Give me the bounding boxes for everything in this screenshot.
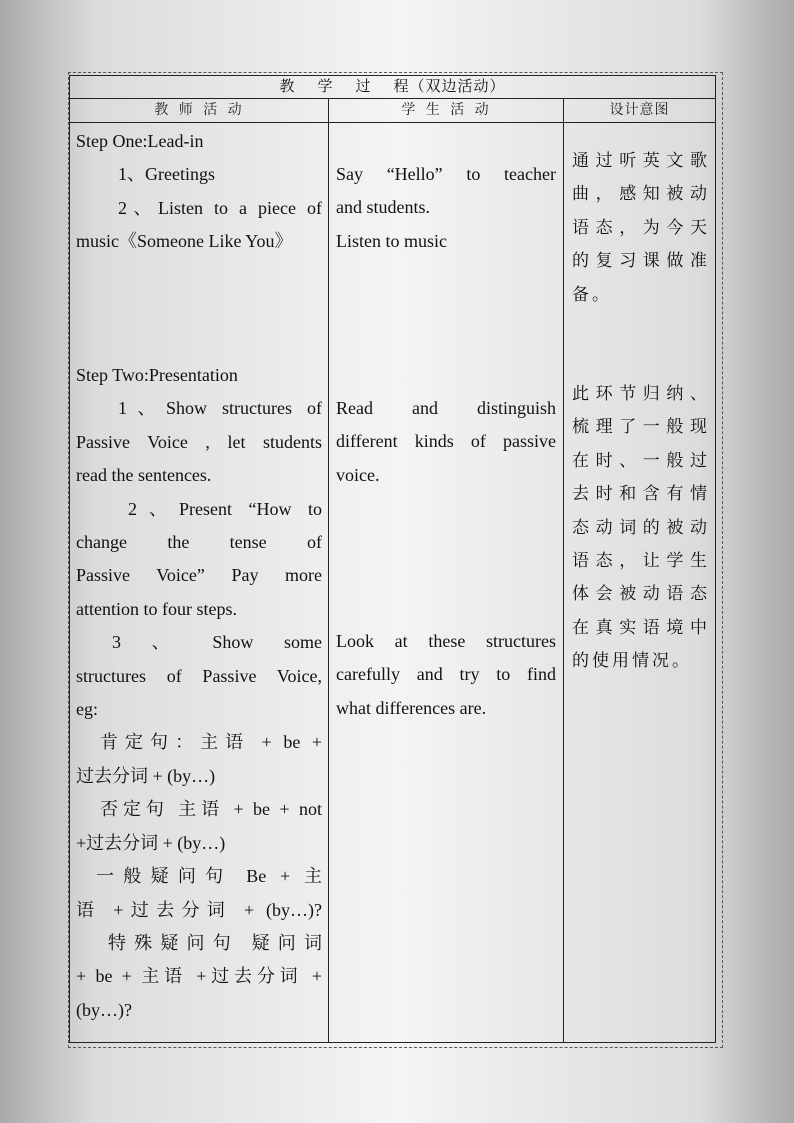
student-step-two-a: [336, 392, 556, 492]
special-question-structure: + be + 主语 +过去分词 +: [76, 966, 322, 987]
affirmative-structure: 过去分词 + (by…): [76, 765, 216, 786]
teacher-line: Passive Voice , let students: [76, 431, 322, 452]
teacher-line: attention to four steps.: [76, 598, 237, 619]
teacher-line: 2、Present “How to: [128, 498, 322, 519]
teacher-line: eg:: [76, 699, 98, 720]
special-question-structure: 特殊疑问句 疑问词: [108, 932, 322, 953]
general-question-structure: 语 +过去分词 + (by…)?: [76, 899, 322, 920]
column-divider: [328, 99, 329, 1042]
student-line: Look at these structures: [336, 631, 556, 651]
special-question-structure: (by…)?: [76, 999, 132, 1020]
student-line: Read and distinguish: [336, 398, 556, 418]
step-title: Step One:Lead-in: [76, 131, 204, 151]
teacher-line: 2、Listen to a piece of: [118, 197, 322, 218]
general-question-structure: 一般疑问句 Be + 主: [96, 866, 322, 887]
student-line: and students.: [336, 197, 430, 218]
student-line: what differences are.: [336, 697, 487, 718]
negative-structure: 否定句 主语 + be + not: [100, 799, 322, 820]
teacher-step-two: [76, 359, 322, 1027]
student-line: carefully and try to find: [336, 664, 556, 685]
teacher-line: music《Someone Like You》: [76, 231, 293, 252]
student-line: different kinds of passive: [336, 431, 556, 452]
teacher-line: 3 、 Show some: [112, 632, 322, 653]
design-step-one: 通过听英文歌 曲，感知被动 语态，为今天 的复习课做准 备。: [572, 151, 710, 305]
negative-structure: +过去分词 + (by…): [76, 832, 226, 853]
table-title: 教 学 过 程（双边活动）: [70, 76, 715, 99]
header-student: 学 生 活 动: [329, 99, 564, 123]
teacher-line: 1、Show structures of: [118, 398, 322, 419]
step-title: Step Two:Presentation: [76, 365, 238, 385]
student-line: Listen to music: [336, 230, 447, 251]
affirmative-structure: 肯定句：主语 + be +: [100, 732, 322, 753]
teacher-line: read the sentences.: [76, 465, 212, 486]
teacher-line: 1、Greetings: [118, 164, 215, 185]
teacher-line: Passive Voice” Pay more: [76, 565, 322, 586]
student-line: voice.: [336, 464, 380, 485]
student-step-two-b: [336, 625, 556, 725]
header-teacher: 教 师 活 动: [70, 99, 329, 123]
teacher-line: structures of Passive Voice,: [76, 665, 322, 686]
header-design: 设计意图: [564, 99, 715, 123]
student-line: Say “Hello” to teacher: [336, 164, 556, 184]
design-step-two: 此环节归纳、 梳理了一般现 在时、一般过 去时和含有情 态动词的被动 语态，让学生 体会被动语态 在真实语境中 的使用情况。: [572, 384, 710, 672]
teacher-line: change the tense of: [76, 532, 322, 553]
teacher-step-one: [76, 125, 322, 259]
lesson-process-table: [69, 75, 716, 1043]
column-divider: [563, 99, 564, 1042]
student-step-one: [336, 158, 556, 258]
